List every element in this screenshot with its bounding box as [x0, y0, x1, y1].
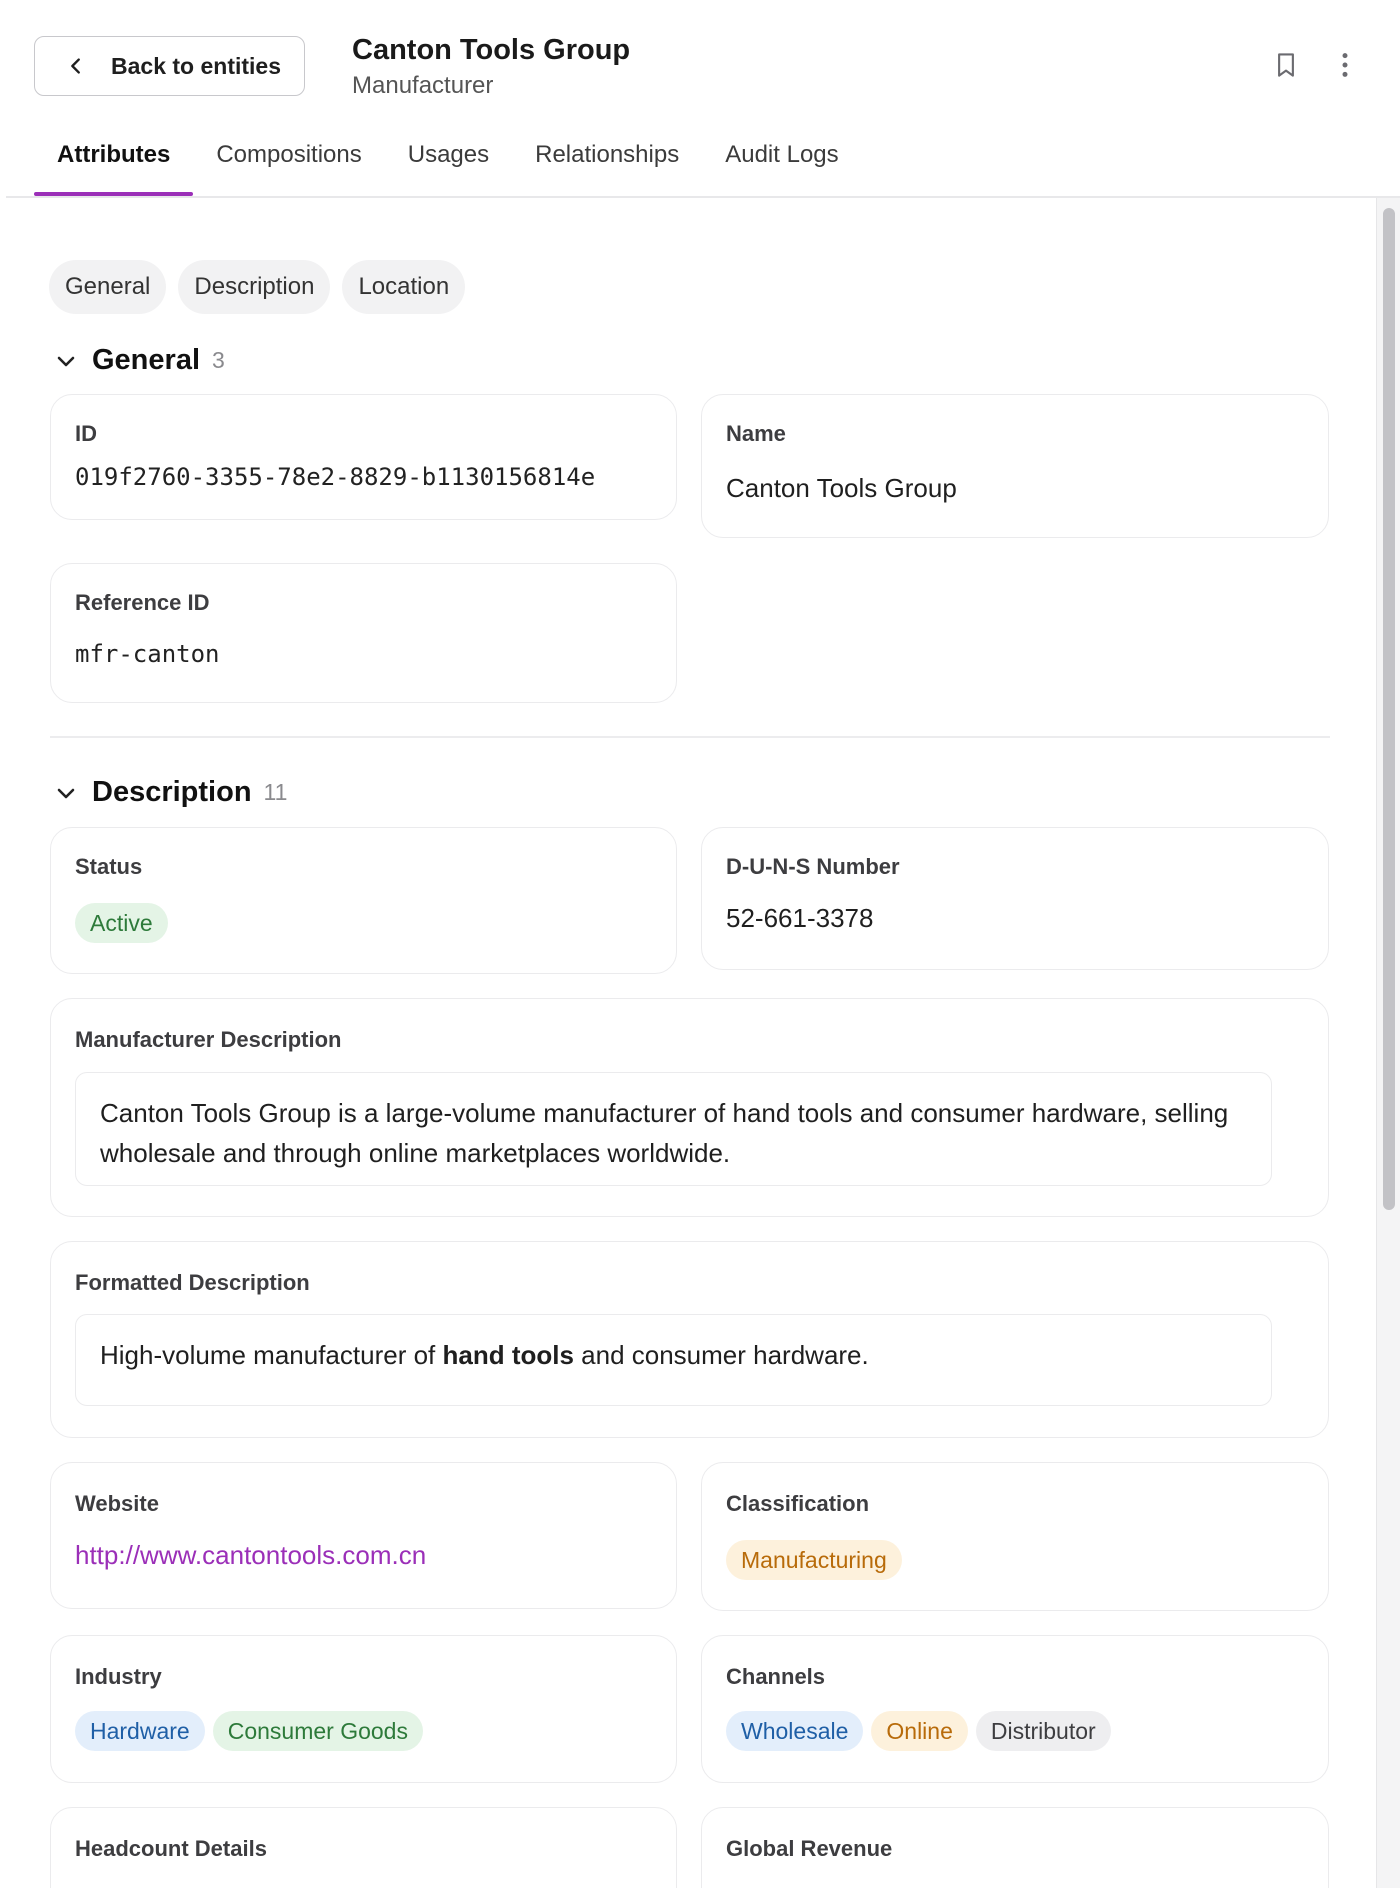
attribute-card-website — [50, 1462, 677, 1609]
tab-attributes[interactable]: Attributes — [34, 128, 193, 196]
attribute-card-channels — [701, 1635, 1329, 1783]
attribute-label: Industry — [75, 1664, 162, 1689]
attribute-card-global-revenue — [701, 1807, 1329, 1888]
tab-bar — [34, 128, 862, 196]
attribute-label: Name — [726, 421, 786, 446]
attributes-panel — [0, 198, 1378, 1888]
industry-badge: Consumer Goods — [213, 1711, 423, 1751]
attribute-label: ID — [75, 421, 97, 446]
attribute-card-id — [50, 394, 677, 520]
section-chips — [49, 260, 465, 314]
chevron-down-icon — [54, 349, 78, 373]
chip-location[interactable]: Location — [342, 260, 465, 314]
entity-header — [0, 0, 1400, 110]
attribute-value: 019f2760-3355-78e2-8829-b1130156814e — [75, 463, 596, 491]
attribute-card-status — [50, 827, 677, 974]
description-section-toggle[interactable] — [54, 776, 287, 809]
entity-type: Manufacturer — [352, 72, 494, 99]
status-badge-row — [75, 903, 168, 943]
bookmark-icon — [1271, 50, 1301, 80]
attribute-label: Global Revenue — [726, 1836, 893, 1861]
general-section-toggle[interactable] — [54, 344, 225, 377]
section-divider — [50, 736, 1330, 738]
tab-relationships[interactable]: Relationships — [535, 141, 680, 168]
section-title: General — [92, 344, 200, 376]
chip-description[interactable]: Description — [178, 260, 330, 314]
attribute-label: Status — [75, 854, 143, 879]
bookmark-button[interactable] — [1269, 48, 1303, 82]
attribute-label: Channels — [726, 1664, 826, 1689]
formatted-text-plain: High-volume manufacturer of — [100, 1340, 443, 1370]
formatted-text-plain: and consumer hardware. — [573, 1340, 869, 1370]
attribute-card-name — [701, 394, 1329, 538]
tab-compositions[interactable]: Compositions — [216, 141, 362, 168]
chevron-left-icon — [65, 55, 87, 77]
page-title: Canton Tools Group — [352, 34, 631, 66]
classification-badge-row — [726, 1540, 902, 1580]
attribute-label: Reference ID — [75, 590, 210, 615]
attribute-value: mfr-canton — [75, 640, 220, 668]
attribute-card-manufacturer-description — [50, 998, 1329, 1217]
channel-badge: Online — [871, 1711, 967, 1751]
attribute-label: D-U-N-S Number — [726, 854, 900, 879]
section-count: 11 — [263, 779, 288, 805]
back-to-entities-button[interactable] — [34, 36, 305, 96]
description-text: Canton Tools Group is a large-volume manufacturer of hand tools and consumer hardware, selling wholesale and through online marketplaces worldwide. — [75, 1072, 1272, 1186]
attribute-value: Canton Tools Group — [726, 473, 957, 503]
attribute-card-industry — [50, 1635, 677, 1783]
formatted-text-bold: hand tools — [442, 1340, 574, 1370]
attribute-card-classification — [701, 1462, 1329, 1611]
section-count: 3 — [212, 347, 225, 373]
scrollbar-thumb[interactable] — [1383, 208, 1395, 1210]
section-title: Description — [92, 776, 252, 808]
attribute-label: Website — [75, 1491, 159, 1516]
attribute-label: Formatted Description — [75, 1270, 310, 1295]
more-options-button[interactable] — [1328, 48, 1362, 82]
attribute-label: Classification — [726, 1491, 870, 1516]
more-vertical-icon — [1330, 50, 1360, 80]
attribute-value: 52-661-3378 — [726, 903, 874, 933]
chevron-down-icon — [54, 781, 78, 805]
tab-audit-logs[interactable]: Audit Logs — [725, 141, 839, 168]
channels-badge-row — [726, 1711, 1111, 1751]
attribute-label: Headcount Details — [75, 1836, 267, 1861]
industry-badge-row — [75, 1711, 423, 1751]
industry-badge: Hardware — [75, 1711, 205, 1751]
website-link[interactable]: http://www.cantontools.com.cn — [75, 1540, 427, 1570]
chip-general[interactable]: General — [49, 260, 166, 314]
channel-badge: Distributor — [976, 1711, 1111, 1751]
attribute-card-headcount-details — [50, 1807, 677, 1888]
status-badge: Active — [75, 903, 168, 943]
attribute-card-formatted-description — [50, 1241, 1329, 1438]
attribute-label: Manufacturer Description — [75, 1027, 342, 1052]
formatted-description-text — [75, 1314, 1272, 1406]
classification-badge: Manufacturing — [726, 1540, 902, 1580]
attribute-card-reference-id — [50, 563, 677, 703]
channel-badge: Wholesale — [726, 1711, 863, 1751]
tab-usages[interactable]: Usages — [407, 141, 490, 168]
attribute-card-duns — [701, 827, 1329, 970]
back-button-label: Back to entities — [111, 52, 281, 79]
